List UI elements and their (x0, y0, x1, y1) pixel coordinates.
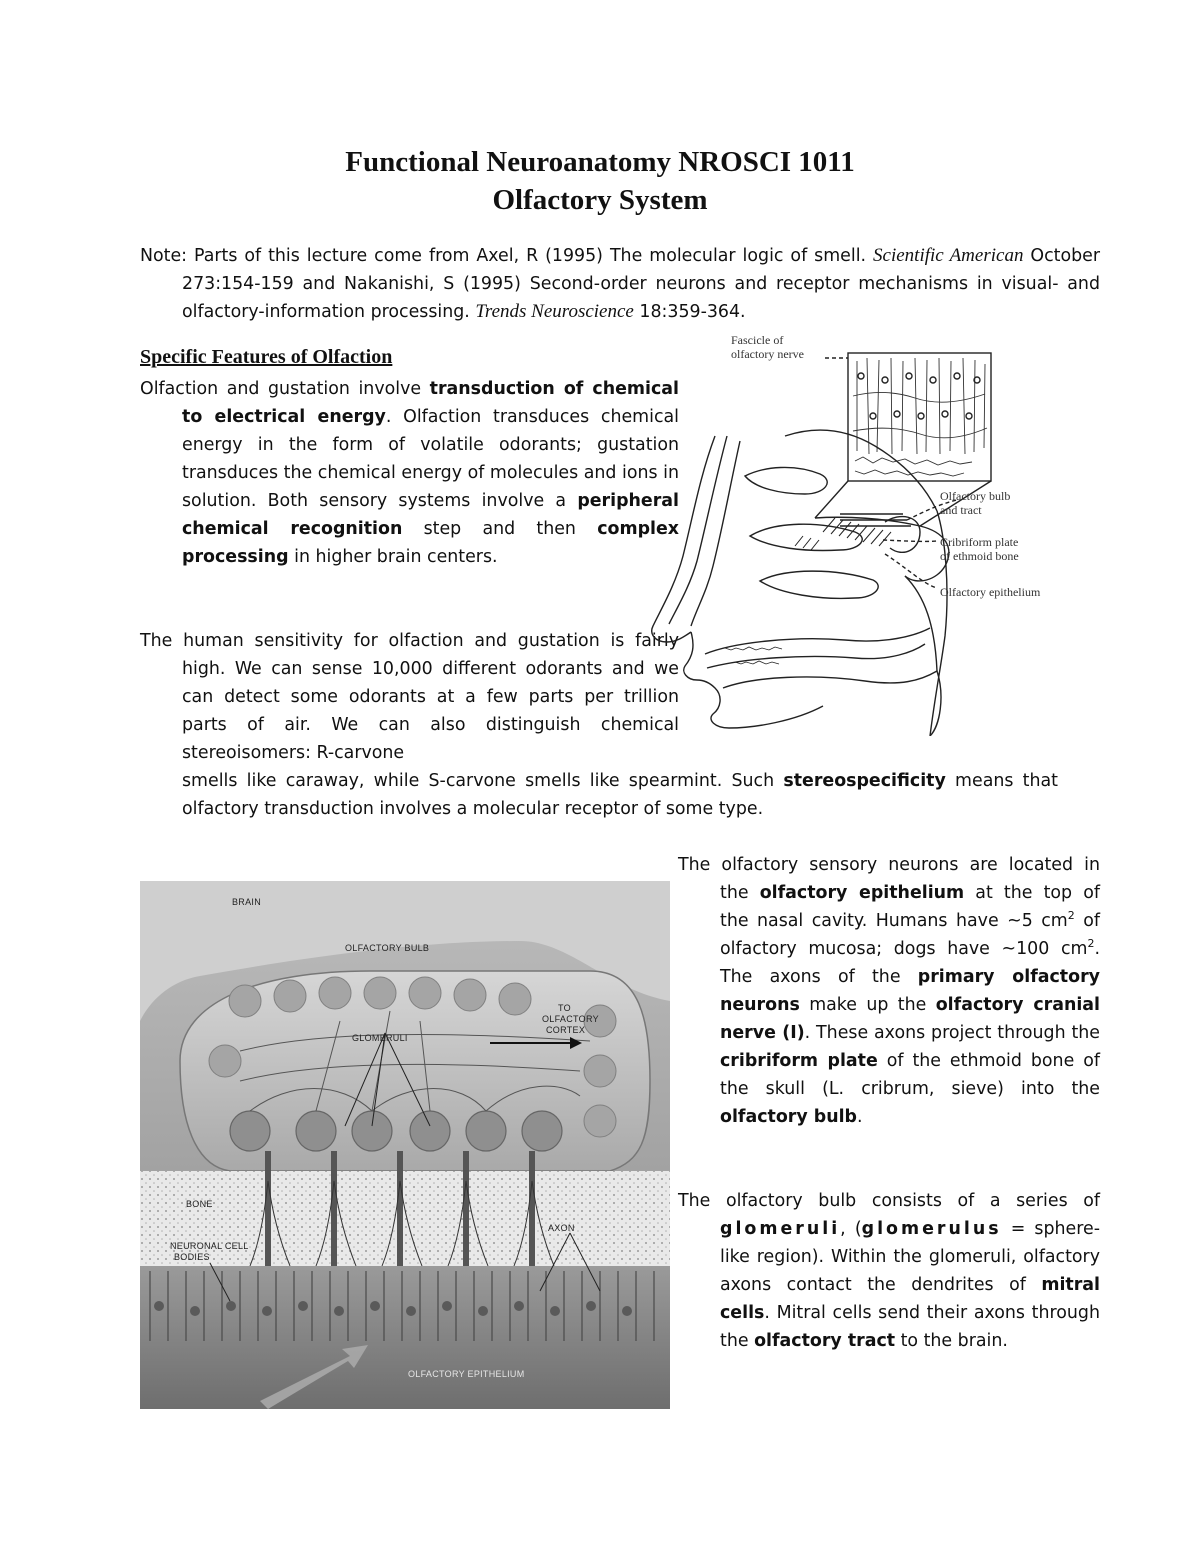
note-paragraph (140, 242, 1100, 326)
para3-bold-cribriform: cribriform plate (720, 1051, 878, 1071)
paragraph-olfactory-bulb (678, 1187, 1100, 1355)
para3-text-4: . The axons of the (720, 939, 1100, 987)
label-epithelium: Olfactory epithelium (940, 585, 1041, 599)
para1-bold-transduction: transduction of chemical to electrical energy (182, 379, 679, 427)
note-journal-2: Trends Neuroscience (475, 301, 634, 322)
paragraph-sensitivity (140, 627, 679, 767)
paragraph-olfaction-gustation (140, 375, 679, 571)
para4-text: The olfactory bulb consists of a series of (678, 1191, 1100, 1211)
para3-superscript-2: 2 (1087, 937, 1095, 951)
para3-bold-cranial-nerve: olfactory cranial nerve (I) (720, 995, 1101, 1043)
label-olfactory-epithelium: OLFACTORY EPITHELIUM (408, 1369, 525, 1379)
para4-bold-mitral: mitral cells (720, 1275, 1100, 1323)
label-bulb-1: Olfactory bulb (940, 489, 1011, 503)
note-text-2: October 273:154-159 and Nakanishi, S (1995) Second-order neurons and receptor mechanisms in visual- and olfactory-information processing. (182, 246, 1101, 322)
para1-bold-processing: complex processing (182, 519, 679, 567)
para3-text-7: of the ethmoid bone of the skull (L. cribrum, sieve) into the (720, 1051, 1100, 1099)
label-olfactory-bulb: OLFACTORY BULB (345, 943, 430, 953)
label-bulb-2: and tract (940, 503, 982, 517)
para1-text-2: . Olfaction transduces chemical energy in the form of volatile odorants; gustation transduces the chemical energy of molecules and ions in solution. Both sensory systems involve a (182, 407, 679, 511)
paragraph-sensitivity-continued (182, 767, 1058, 823)
label-brain: BRAIN (232, 897, 262, 907)
label-axon: AXON (548, 1223, 575, 1233)
para4-bold-glomeruli: glomeruli (720, 1219, 841, 1239)
para3-text-2: at the top of the nasal cavity. Humans have ~5 cm (720, 883, 1100, 931)
label-fascicle-2: olfactory nerve (731, 347, 804, 361)
para3-bold-bulb: olfactory bulb (720, 1107, 857, 1127)
para2-text-2: smells like caraway, while S-carvone smells like spearmint. Such (182, 771, 784, 791)
para3-bold-primary-neurons: primary olfactory neurons (720, 967, 1100, 1015)
label-to-1: TO (558, 1003, 571, 1013)
label-bone: BONE (186, 1199, 213, 1209)
para3-bold-epithelium: olfactory epithelium (759, 883, 965, 903)
paragraph-sensory-neurons (678, 851, 1100, 1131)
page-title: Functional Neuroanatomy NROSCI 1011 (345, 146, 855, 178)
para3-superscript-1: 2 (1067, 909, 1075, 923)
para4-text-3: = sphere-like region). Within the glomeruli, olfactory axons contact the dendrites of (720, 1219, 1100, 1295)
page-subtitle: Olfactory System (492, 184, 708, 216)
para3-text-8: . (857, 1107, 863, 1127)
nasal-cavity-figure (645, 336, 1065, 736)
label-cells-1: NEURONAL CELL (170, 1241, 249, 1251)
label-plate-2: of ethmoid bone (940, 549, 1019, 563)
para2-text: The human sensitivity for olfaction and gustation is fairly high. We can sense 10,000 different odorants and we can detect some odorants at a few parts per trillion parts of air. We can also distinguish chemical stereoisomers: R-carvone (140, 631, 679, 763)
para4-text-2: , ( (840, 1219, 862, 1239)
para3-text-5: make up the (799, 995, 936, 1015)
para1-text: Olfaction and gustation involve (140, 379, 430, 399)
para4-bold-glomerulus: glomerulus (861, 1219, 1002, 1239)
label-to-3: CORTEX (546, 1025, 586, 1035)
para4-text-5: to the brain. (895, 1331, 1008, 1351)
olfactory-bulb-figure (140, 881, 670, 1409)
note-text: Note: Parts of this lecture come from Axel, R (1995) The molecular logic of smell. (140, 246, 874, 266)
note-journal-1: Scientific American (873, 245, 1024, 266)
label-glomeruli: GLOMERULI (352, 1033, 408, 1043)
para2-text-3: means that olfactory transduction involves a molecular receptor of some type. (182, 771, 1058, 819)
para1-text-3: step and then (402, 519, 598, 539)
label-fascicle-1: Fascicle of (731, 336, 784, 347)
note-text-3: 18:359-364. (633, 302, 746, 322)
para1-text-4: in higher brain centers. (288, 547, 498, 567)
para3-text-6: . These axons project through the (804, 1023, 1100, 1043)
para2-bold-stereospecificity: stereospecificity (783, 771, 946, 791)
label-to-2: OLFACTORY (542, 1014, 599, 1024)
para3-text-3: of olfactory mucosa; dogs have ~100 cm (720, 911, 1100, 959)
label-plate-1: Cribriform plate (940, 535, 1019, 549)
para1-bold-recognition: peripheral chemical recognition (182, 491, 679, 539)
para3-text: The olfactory sensory neurons are located in the (678, 855, 1100, 903)
para4-bold-tract: olfactory tract (754, 1331, 896, 1351)
label-cells-2: BODIES (174, 1252, 210, 1262)
para4-text-4: . Mitral cells send their axons through the (720, 1303, 1100, 1351)
section-heading: Specific Features of Olfaction (140, 346, 393, 368)
